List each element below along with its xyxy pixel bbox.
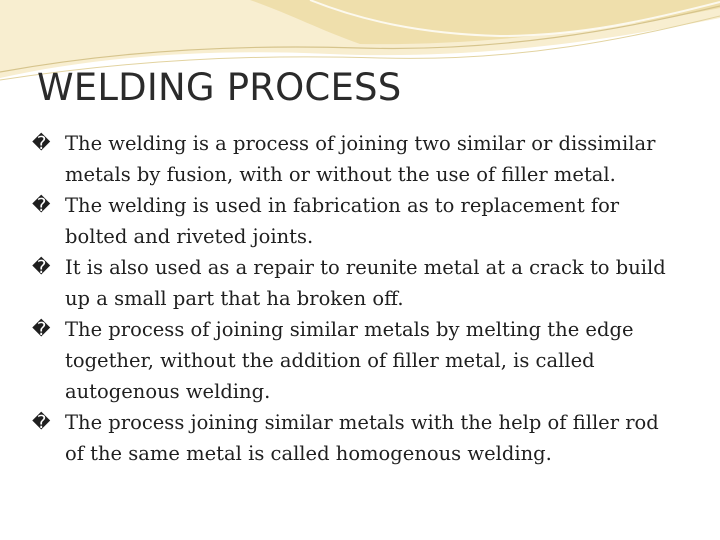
bullet-item: [32, 190, 672, 252]
slide-title: WELDING PROCESS: [37, 66, 402, 109]
bullet-text: The welding is a process of joining two similar or dissimilar metals by fusion, with or without the use of filler metal.: [65, 132, 656, 186]
bullet-marker-icon: �: [32, 133, 51, 154]
bullet-list: [32, 128, 672, 469]
bullet-text: It is also used as a repair to reunite metal at a crack to build up a small part that ha broken off.: [65, 256, 666, 310]
bullet-marker-icon: �: [32, 257, 51, 278]
bullet-item: [32, 407, 672, 469]
bullet-item: [32, 314, 672, 407]
bullet-text: The process of joining similar metals by melting the edge together, without the addition of filler metal, is called autogenous welding.: [65, 318, 634, 403]
bullet-marker-icon: �: [32, 195, 51, 216]
bullet-text: The welding is used in fabrication as to replacement for bolted and riveted joints.: [65, 194, 620, 248]
bullet-text: The process joining similar metals with the help of filler rod of the same metal is called homogenous welding.: [65, 411, 659, 465]
bullet-item: [32, 128, 672, 190]
bullet-item: [32, 252, 672, 314]
bullet-marker-icon: �: [32, 412, 51, 433]
bullet-marker-icon: �: [32, 319, 51, 340]
